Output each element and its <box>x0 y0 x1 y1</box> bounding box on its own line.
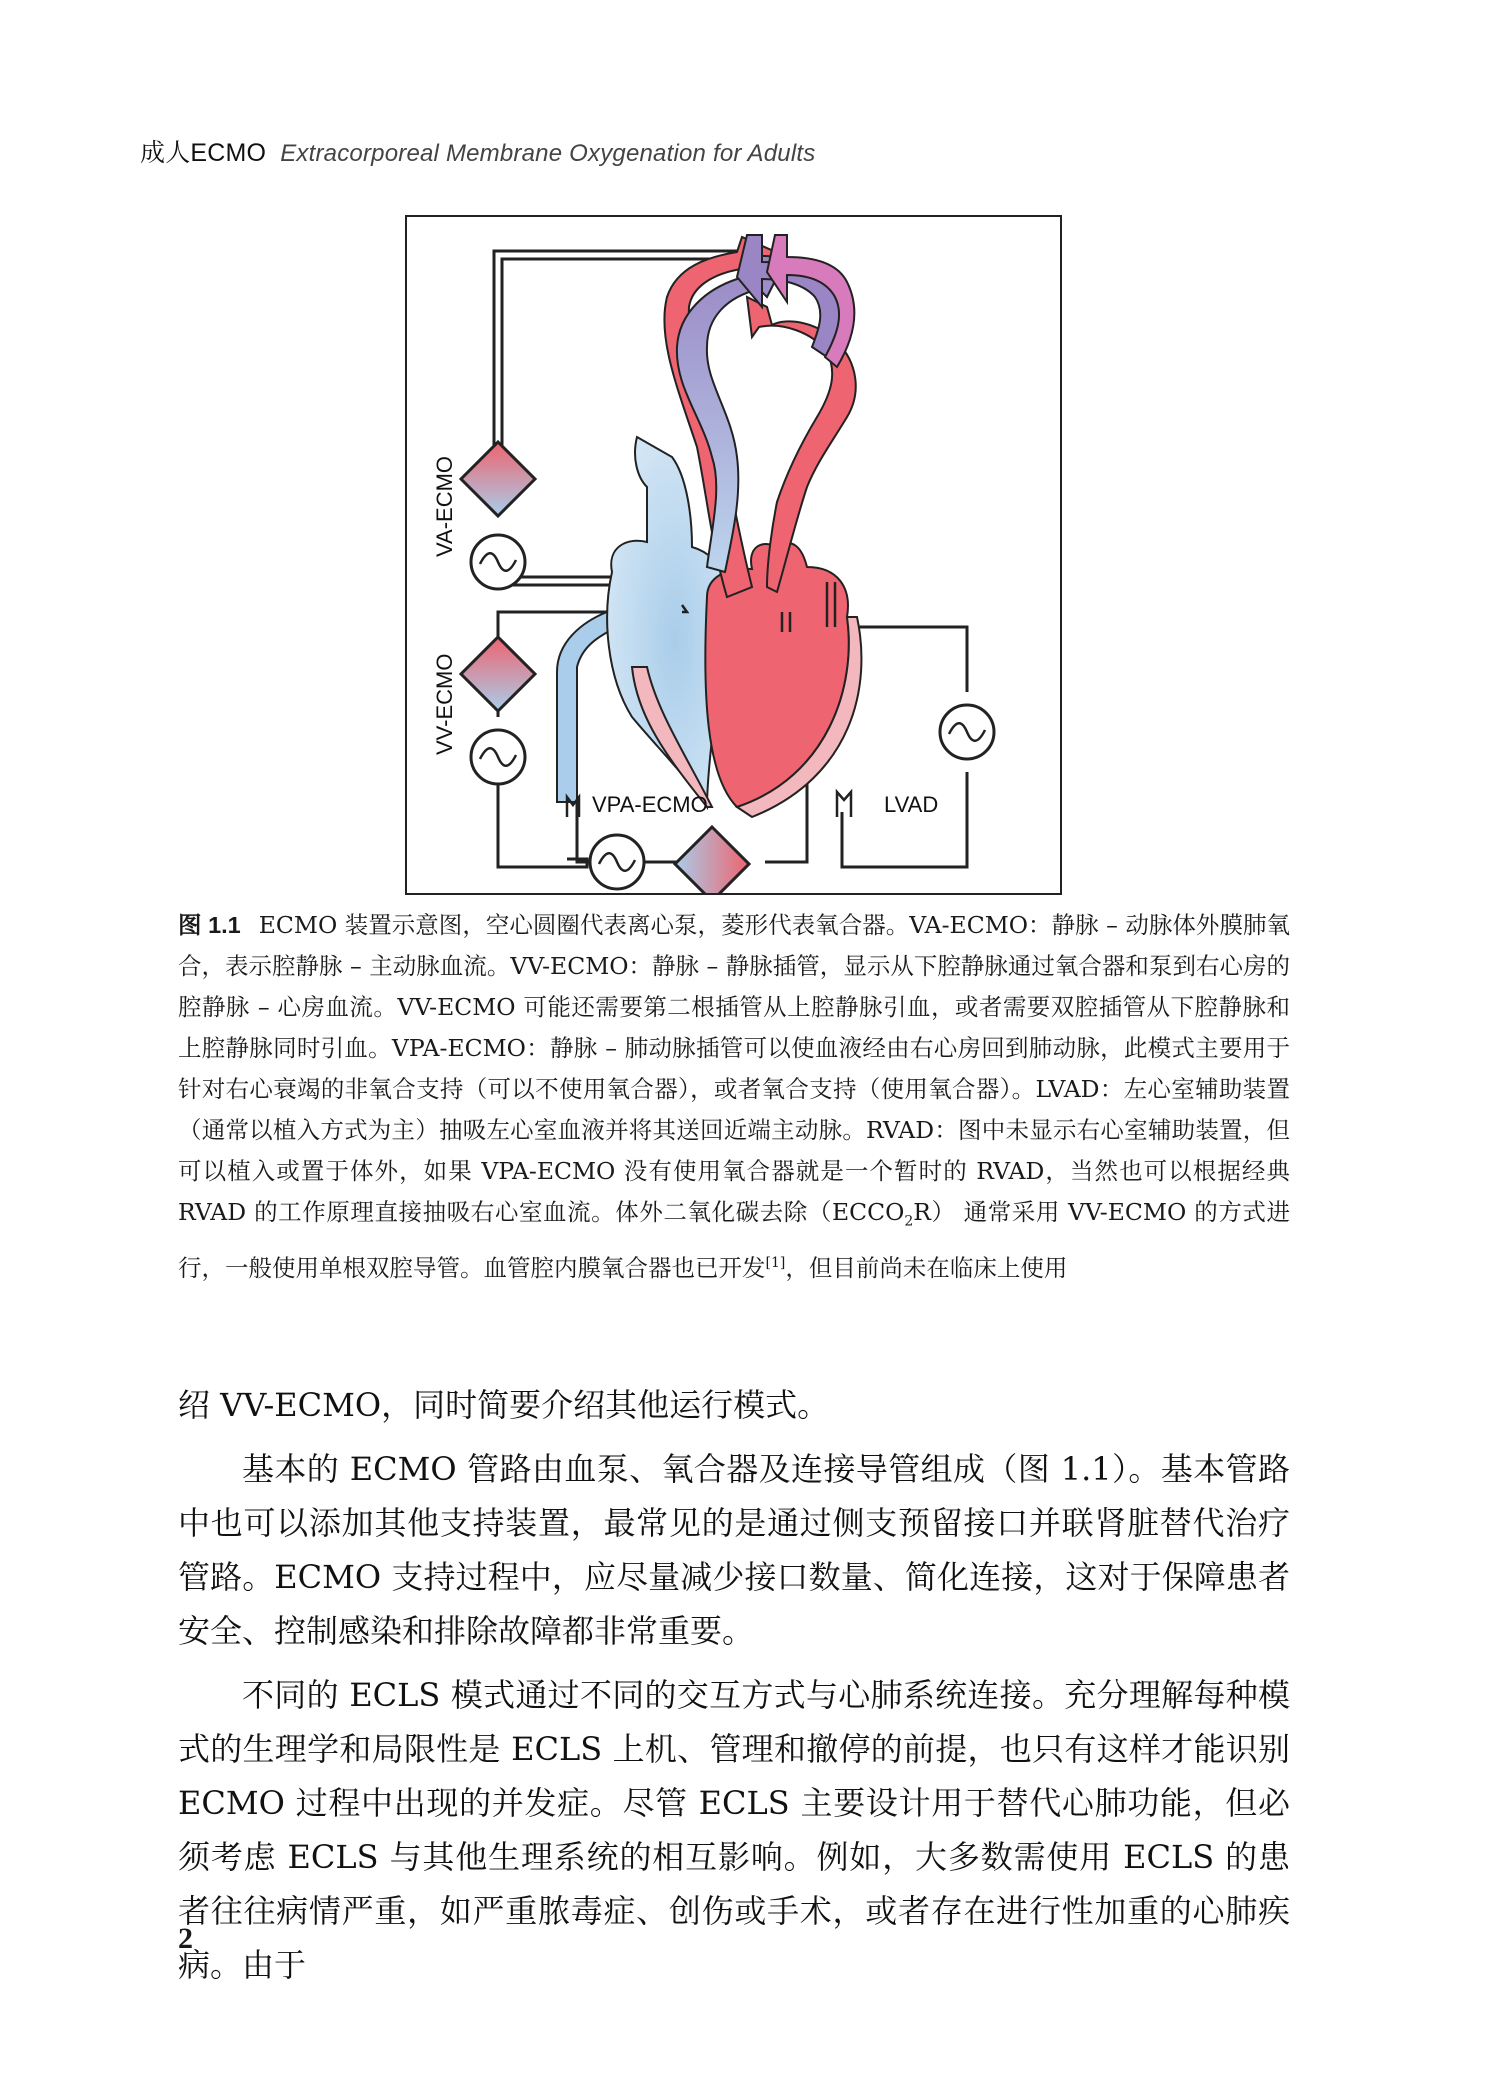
body-paragraph-1: 绍 VV-ECMO，同时简要介绍其他运行模式。 <box>178 1386 830 1424</box>
caption-reference: [1] <box>765 1254 786 1271</box>
label-lvad: LVAD <box>884 792 939 817</box>
caption-subscript: 2 <box>904 1213 914 1230</box>
caption-text: ECMO 装置示意图，空心圆圈代表离心泵，菱形代表氧合器。VA-ECMO：静脉 – 动脉体外膜肺氧合，表示腔静脉 – 主动脉血流。VV-ECMO：静脉 – 静脉插管，显示从下腔静脉通过氧合器和泵到右心房的腔静脉 – 心房血流。VV-ECMO 可能还需要第二根插管从上腔静脉引血，或者需要双腔插管从下腔静脉和上腔静脉同时引血。VPA-ECMO：静脉 – 肺动脉插管可以使血液经由右心房回到肺动脉，此模式主要用于针对右心衰竭的非氧合支持（可以不使用氧合器），或者氧合支持（使用氧合器）。LVAD：左心室辅助装置（通常以植入方式为主）抽吸左心室血液并将其送回近端主动脉。RVAD：图中未显示右心室辅助装置，但可以植入或置于体外，如果 VPA-ECMO 没有使用氧合器就是一个暂时的 RVAD，当然也可以根据经典 RVAD 的工作原理直接抽吸右心室血流。体外二氧化碳去除（ECCO <box>178 911 1290 1226</box>
vpa-pump-icon <box>590 835 644 889</box>
label-vv-ecmo: VV-ECMO <box>432 653 457 755</box>
body-paragraph-2: 基本的 ECMO 管路由血泵、氧合器及连接导管组成（图 1.1）。基本管路中也可以添加其他支持装置，最常见的是通过侧支预留接口并联肾脏替代治疗管路。ECMO 支持过程中，应尽量减少接口数量、简化连接，这对于保障患者安全、控制感染和排除故障都非常重要。 <box>178 1450 1290 1650</box>
label-vpa-ecmo: VPA-ECMO <box>592 792 708 817</box>
ecmo-diagram <box>407 217 1060 893</box>
running-header <box>140 133 815 169</box>
body-text <box>178 1378 1290 1992</box>
caption-text-2: R） 通常采用 VV-ECMO 的方式进行，一般使用单根双腔导管。血管腔内膜氧合器也已开发 <box>178 1198 1290 1282</box>
page-number: 2 <box>178 1922 193 1955</box>
caption-text-3: ，但目前尚未在临床上使用 <box>785 1253 1068 1282</box>
vv-oxygenator-icon <box>461 637 535 711</box>
figure-caption <box>178 905 1290 1289</box>
vpa-oxygenator-icon <box>675 827 749 893</box>
va-pump-icon <box>471 535 525 589</box>
vv-pump-icon <box>471 730 525 784</box>
header-title-en: Extracorporeal Membrane Oxygenation for Adults <box>280 140 816 167</box>
header-title-cn: 成人ECMO <box>140 139 267 167</box>
figure-number: 图 1.1 <box>178 912 241 938</box>
lvad-pump-icon <box>940 705 994 759</box>
label-va-ecmo: VA-ECMO <box>432 455 457 557</box>
body-paragraph-3: 不同的 ECLS 模式通过不同的交互方式与心肺系统连接。充分理解每种模式的生理学和局限性是 ECLS 上机、管理和撤停的前提，也只有这样才能识别 ECMO 过程中出现的并发症。尽管 ECLS 主要设计用于替代心肺功能，但必须考虑 ECLS 与其他生理系统的相互影响。例如，大多数需使用 ECLS 的患者往往病情严重，如严重脓毒症、创伤或手术，或者存在进行性加重的心肺疾病。由于 <box>178 1676 1290 1984</box>
ecmo-diagram-frame <box>405 215 1062 895</box>
va-oxygenator-icon <box>461 442 535 516</box>
